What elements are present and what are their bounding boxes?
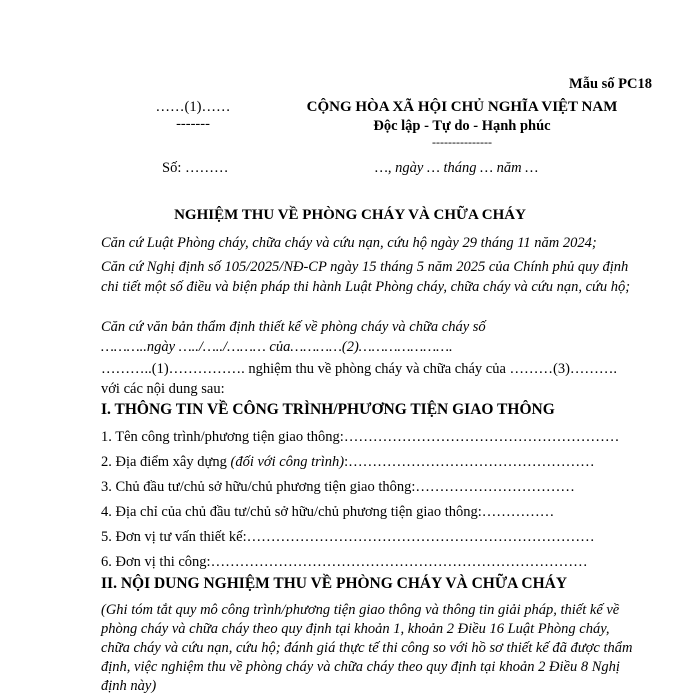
fill-dots: …………………………………………………	[343, 429, 620, 445]
motto-rule: ---------------	[432, 135, 492, 149]
issuer-block	[118, 98, 268, 131]
info-item-label: 2. Địa điểm xây dựng	[101, 454, 231, 470]
legal-basis-law: Căn cứ Luật Phòng cháy, chữa cháy và cứu nạn, cứu hộ ngày 29 tháng 11 năm 2024;	[101, 235, 597, 251]
issuer-rule: -------	[176, 116, 210, 132]
document-number: Số: ………	[162, 160, 229, 176]
legal-basis-decree: Căn cứ Nghị định số 105/2025/NĐ-CP ngày 15 tháng 5 năm 2025 của Chính phủ quy định chi tiết một số điều và biện pháp thi hành Luật Phòng cháy, chữa cháy và cứu nạn, cứu hộ;	[101, 259, 631, 295]
info-item-label: 4. Địa chỉ của chủ đầu tư/chủ sở hữu/chủ phương tiện giao thông:	[101, 504, 482, 520]
info-item-2	[101, 454, 595, 471]
info-item-note: (đối với công trình)	[230, 454, 345, 470]
document-title: NGHIỆM THU VỀ PHÒNG CHÁY VÀ CHỮA CHÁY	[174, 207, 526, 223]
motto: Độc lập - Tự do - Hạnh phúc	[373, 118, 551, 134]
info-item-4	[101, 504, 554, 521]
intro-paragraph: ………..(1)……………. nghiệm thu về phòng cháy và chữa cháy của ………(3)………. với các nội dung sau:	[101, 361, 618, 397]
issuer-placeholder: ……(1)……	[155, 99, 231, 115]
info-item-label: 6. Đơn vị thi công:	[101, 554, 211, 570]
info-item-label: 5. Đơn vị tư vấn thiết kế:	[101, 529, 247, 545]
fill-dots: ……………………………………………………………………	[210, 554, 588, 570]
form-number: Mẫu số PC18	[569, 76, 652, 92]
national-header	[292, 98, 632, 148]
legal-basis-appraisal: Căn cứ văn bản thẩm định thiết kế về phòng cháy và chữa cháy số ………..ngày …../…../……… của…………(2)………………….	[101, 319, 486, 355]
section-2-heading: II. NỘI DUNG NGHIỆM THU VỀ PHÒNG CHÁY VÀ CHỮA CHÁY	[101, 575, 568, 592]
info-item-6	[101, 554, 588, 571]
info-item-5	[101, 529, 595, 546]
info-item-3	[101, 479, 575, 496]
date-line: …, ngày … tháng … năm …	[375, 160, 539, 176]
fill-dots: ……………………………	[415, 479, 575, 495]
section-1-heading: I. THÔNG TIN VỀ CÔNG TRÌNH/PHƯƠNG TIỆN GIAO THÔNG	[101, 401, 555, 418]
nation-name: CỘNG HÒA XÃ HỘI CHỦ NGHĨA VIỆT NAM	[306, 99, 618, 115]
fill-dots: :……………………………………………	[344, 454, 595, 470]
info-item-label: 1. Tên công trình/phương tiện giao thông:	[101, 429, 344, 445]
fill-dots: ……………	[481, 504, 555, 520]
info-item-label: 3. Chủ đầu tư/chủ sở hữu/chủ phương tiện giao thông:	[101, 479, 416, 495]
info-item-1	[101, 429, 619, 446]
section-2-note: (Ghi tóm tắt quy mô công trình/phương tiện giao thông và thông tin giải pháp, thiết kế về phòng cháy và chữa cháy theo quy định tại khoản 1, khoản 2 Điều 16 Luật Phòng cháy, chữa cháy và cứu nạn, cứu hộ; đánh giá thực tế thi công so với hồ sơ thiết kế đã được thẩm định, việc nghiệm thu về phòng cháy và chữa cháy theo quy định tại khoản 2 Điều 8 Nghị định này)	[101, 602, 633, 694]
fill-dots: ………………………………………………………………	[246, 529, 595, 545]
